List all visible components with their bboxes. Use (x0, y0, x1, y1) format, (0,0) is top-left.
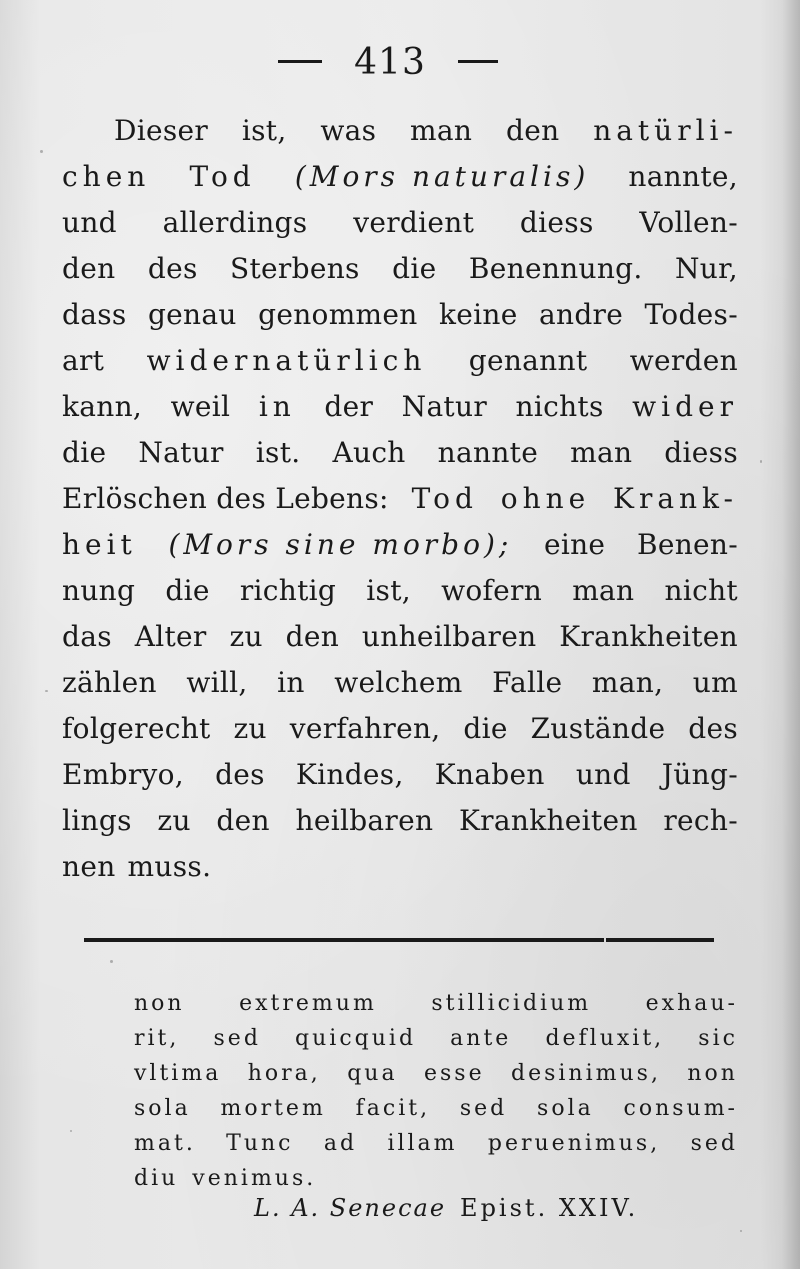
text-line (62, 614, 738, 660)
text-line (62, 798, 738, 844)
word: nannte (437, 436, 539, 469)
word: Knaben (434, 758, 545, 791)
word: sola (134, 1096, 191, 1121)
footnote-line (134, 1126, 738, 1161)
word: dass (62, 298, 127, 331)
word: mortem (220, 1096, 326, 1121)
word: genau (147, 298, 237, 331)
word: andre (539, 298, 624, 331)
word: Dieser (114, 114, 209, 147)
word: Kindes, (295, 758, 404, 791)
word: sed (459, 1096, 508, 1121)
text-line (62, 292, 738, 338)
word: mat. (134, 1131, 196, 1156)
text-line (62, 568, 738, 614)
word: diu (134, 1166, 179, 1191)
word: quicquid (295, 1026, 417, 1051)
word: Tod (189, 160, 256, 193)
word: heilbaren (295, 804, 434, 837)
word: genannt (468, 344, 588, 377)
word: man (570, 436, 633, 469)
word: in (258, 390, 296, 423)
word: des (688, 712, 738, 745)
word: zu (229, 620, 263, 653)
text-line (62, 154, 738, 200)
text-line (62, 108, 738, 154)
text-line (62, 384, 738, 430)
word: zählen (62, 666, 157, 699)
word: Natur (401, 390, 488, 423)
word: Jüng- (661, 758, 738, 791)
word: des (215, 758, 265, 791)
text-line (62, 246, 738, 292)
word: natürli- (593, 114, 738, 147)
word: den (216, 804, 270, 837)
footnote-separator-rule-end (606, 938, 714, 942)
word: was (320, 114, 377, 147)
word: extremum (239, 991, 377, 1016)
word: (Mors sine morbo); (168, 528, 513, 561)
word: non (687, 1061, 738, 1086)
word: die (463, 712, 508, 745)
word: und (575, 758, 631, 791)
footnote-attribution (254, 1188, 714, 1228)
word: in (277, 666, 305, 699)
word: ad (323, 1131, 358, 1156)
word: der (324, 390, 374, 423)
word: sic (698, 1026, 738, 1051)
word: Erlöschen des Lebens: (62, 482, 389, 515)
header-dash-left (278, 60, 322, 63)
word: (Mors naturalis) (294, 160, 590, 193)
word: den (285, 620, 340, 653)
word: ist, (241, 114, 287, 147)
word: muss. (127, 850, 212, 883)
word: das (62, 620, 112, 653)
attribution-work: Epist. XXIV. (460, 1194, 639, 1222)
word: chen (62, 160, 151, 193)
text-line (62, 338, 738, 384)
word: den (62, 252, 116, 285)
footnote-line (134, 1021, 738, 1056)
word: exhau- (645, 991, 738, 1016)
word: hora, (247, 1061, 321, 1086)
footnote-separator-rule (84, 938, 604, 942)
word: eine (543, 528, 606, 561)
word: keine (439, 298, 518, 331)
word: stillicidium (431, 991, 592, 1016)
word: Natur (138, 436, 224, 469)
word: Falle (492, 666, 563, 699)
word: man (572, 574, 635, 607)
word: diess (664, 436, 738, 469)
word: unheilbaren (361, 620, 537, 653)
word: ante (450, 1026, 512, 1051)
word: die (165, 574, 210, 607)
word: man, (591, 666, 664, 699)
page-header (0, 38, 800, 88)
word: Todes- (644, 298, 738, 331)
word: des (147, 252, 198, 285)
word: die (62, 436, 107, 469)
word: widernatürlich (146, 344, 427, 377)
word: folgerecht (62, 712, 211, 745)
word: und (62, 206, 117, 239)
page-edge-shadow (782, 0, 800, 1269)
text-line (62, 844, 738, 890)
word: um (692, 666, 738, 699)
body-paragraph (62, 108, 738, 890)
word: peruenimus, (487, 1131, 661, 1156)
word: ist, (366, 574, 411, 607)
word: Sterbens (230, 252, 360, 285)
word: lings (62, 804, 132, 837)
word: non (134, 991, 185, 1016)
word: illam (387, 1131, 458, 1156)
word: Embryo, (62, 758, 184, 791)
word: desinimus, (511, 1061, 661, 1086)
footnote-line (134, 1056, 738, 1091)
word: art (62, 344, 105, 377)
footnote-line (134, 1091, 738, 1126)
word: rit, (134, 1026, 180, 1051)
word: vltima (134, 1061, 222, 1086)
text-line (62, 706, 738, 752)
word: kann, (62, 390, 143, 423)
word: sed (213, 1026, 261, 1051)
word: Nur, (675, 252, 738, 285)
word: Benen- (636, 528, 738, 561)
word: wider (632, 390, 738, 423)
word: ist. (255, 436, 301, 469)
footnote-quotation (134, 986, 738, 1196)
word: Zustände (530, 712, 666, 745)
word: ohne (500, 482, 591, 515)
word: Vollen- (639, 206, 738, 239)
word: richtig (239, 574, 337, 607)
word: weil (170, 390, 231, 423)
text-line (62, 200, 738, 246)
word: qua (347, 1061, 398, 1086)
word: verdient (353, 206, 475, 239)
word: zu (233, 712, 267, 745)
word: die (392, 252, 437, 285)
word: heit (62, 528, 137, 561)
word: will, (186, 666, 248, 699)
word: Tunc (226, 1131, 294, 1156)
word: defluxit, (545, 1026, 665, 1051)
word: werden (629, 344, 738, 377)
word: Benennung. (468, 252, 643, 285)
page-number: 413 (354, 42, 426, 83)
word: welchem (334, 666, 463, 699)
word: diess (519, 206, 594, 239)
text-line (62, 522, 738, 568)
word: verfahren, (289, 712, 441, 745)
word: nichts (515, 390, 604, 423)
word: wofern (441, 574, 543, 607)
word: sola (537, 1096, 594, 1121)
word: Auch (332, 436, 406, 469)
word: Krank- (613, 482, 738, 515)
word: nannte, (628, 160, 738, 193)
word: zu (157, 804, 191, 837)
word: Krankheiten (559, 620, 738, 653)
word: nung (62, 574, 136, 607)
word: man (410, 114, 473, 147)
word: Tod (411, 482, 478, 515)
word: sed (690, 1131, 738, 1156)
text-line (62, 660, 738, 706)
attribution-author: L. A. Senecae (254, 1194, 447, 1222)
word: den (505, 114, 560, 147)
word: Krankheiten (458, 804, 638, 837)
word: rech- (663, 804, 738, 837)
word: nen (62, 850, 116, 883)
text-line (62, 430, 738, 476)
word: genommen (258, 298, 418, 331)
word: esse (423, 1061, 485, 1086)
word: nicht (664, 574, 738, 607)
header-dash-right (458, 60, 498, 63)
footnote-line (134, 986, 738, 1021)
word: allerdings (162, 206, 308, 239)
word: venimus. (192, 1166, 317, 1191)
word: Alter (134, 620, 207, 653)
text-line (62, 752, 738, 798)
word: facit, (355, 1096, 431, 1121)
word: consum- (623, 1096, 738, 1121)
text-line (62, 476, 738, 522)
